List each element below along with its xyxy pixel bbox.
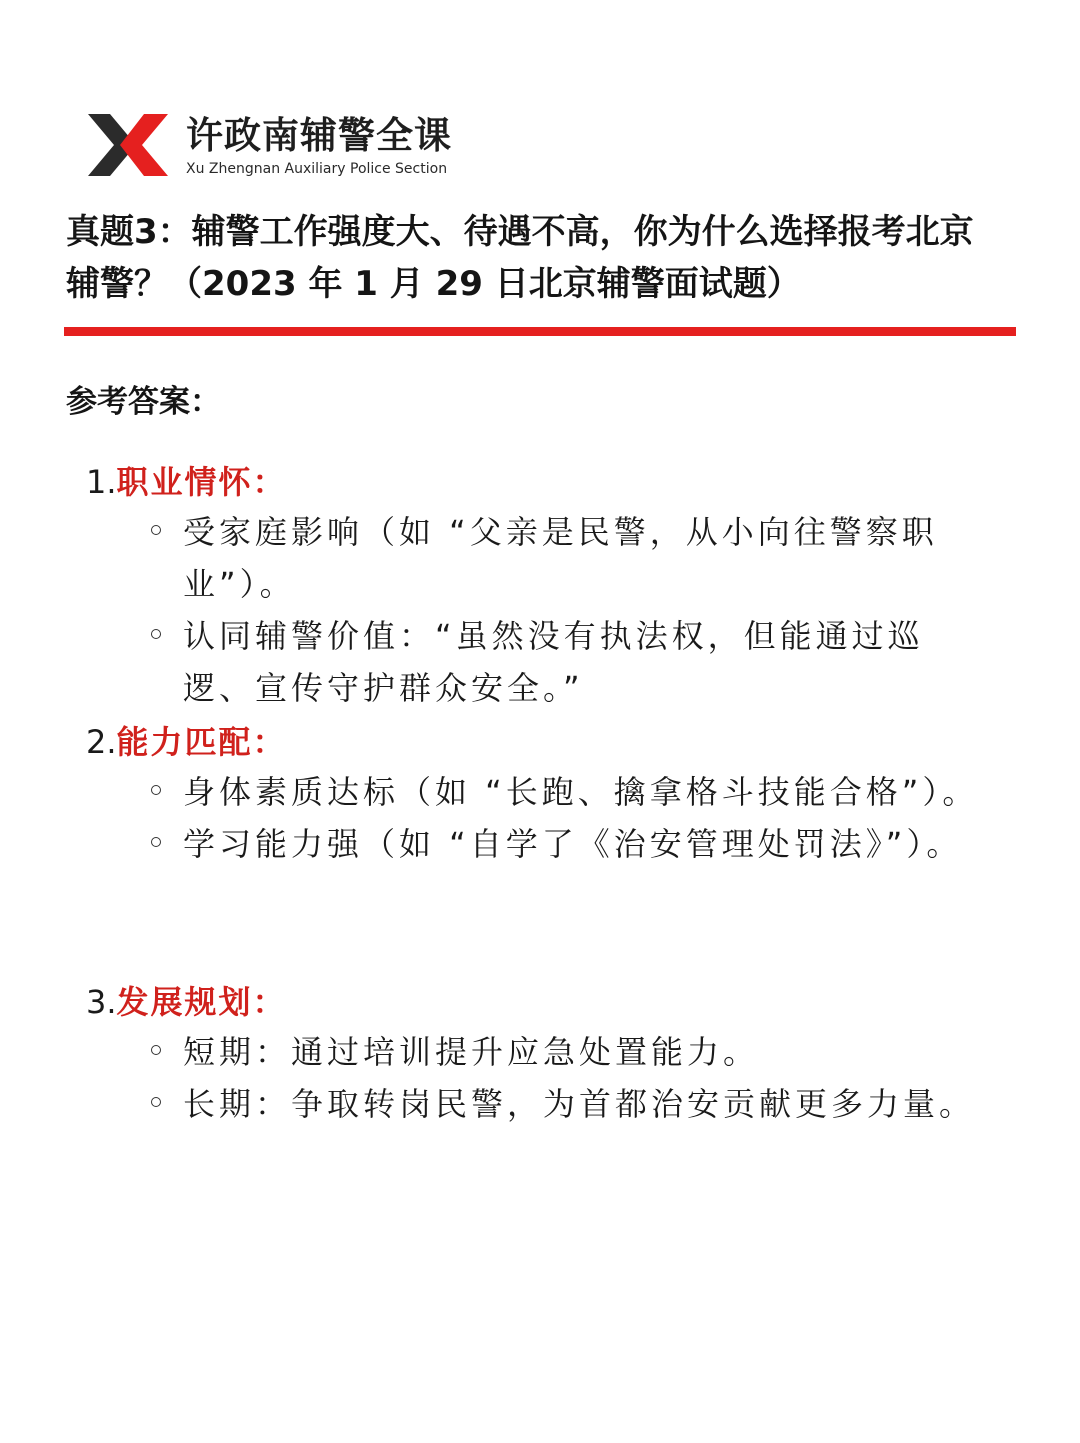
- section-career-passion: [86, 458, 986, 714]
- list-item-text: 受家庭影响（如 “父亲是民警，从小向往警察职业”）。: [183, 513, 938, 603]
- section-development-plan: [86, 978, 986, 1130]
- section-title: [86, 718, 986, 766]
- question-line-2: 辅警？（2023 年 1 月 29 日北京辅警面试题）: [66, 264, 801, 304]
- list-item: [183, 1026, 983, 1078]
- circle-bullet-icon: [151, 1097, 161, 1107]
- brand-name-en: Xu Zhengnan Auxiliary Police Section: [186, 161, 448, 177]
- list-item: [183, 818, 983, 870]
- question-line-1: 真题3：辅警工作强度大、待遇不高，你为什么选择报考北京: [66, 212, 974, 252]
- x-logo-icon: [86, 112, 170, 178]
- brand-name-cn: 许政南辅警全课: [186, 114, 452, 157]
- circle-bullet-icon: [151, 837, 161, 847]
- circle-bullet-icon: [151, 525, 161, 535]
- section-number: 2.: [86, 723, 117, 761]
- answer-heading: 参考答案：: [66, 384, 221, 420]
- section-ability-match: [86, 718, 986, 870]
- list-item-text: 长期：争取转岗民警，为首都治安贡献更多力量。: [183, 1085, 976, 1123]
- section-label: 职业情怀：: [116, 463, 287, 501]
- section-number: 3.: [86, 983, 117, 1021]
- section-label: 发展规划：: [116, 983, 287, 1021]
- section-label: 能力匹配：: [116, 723, 287, 761]
- question-title: [66, 206, 1016, 310]
- list-item-text: 短期：通过培训提升应急处置能力。: [183, 1033, 760, 1071]
- red-divider: [64, 327, 1016, 336]
- circle-bullet-icon: [151, 629, 161, 639]
- list-item: [183, 610, 983, 714]
- section-number: 1.: [86, 463, 117, 501]
- list-item-text: 认同辅警价值：“虽然没有执法权，但能通过巡逻、宣传守护群众安全。”: [183, 617, 924, 707]
- circle-bullet-icon: [151, 785, 161, 795]
- list-item-text: 身体素质达标（如 “长跑、擒拿格斗技能合格”）。: [183, 773, 979, 811]
- list-item-text: 学习能力强（如 “自学了《治安管理处罚法》”）。: [183, 825, 963, 863]
- list-item: [183, 766, 983, 818]
- brand-logo: [86, 112, 506, 184]
- list-item: [183, 1078, 983, 1130]
- circle-bullet-icon: [151, 1045, 161, 1055]
- list-item: [183, 506, 983, 610]
- section-title: [86, 458, 986, 506]
- section-title: [86, 978, 986, 1026]
